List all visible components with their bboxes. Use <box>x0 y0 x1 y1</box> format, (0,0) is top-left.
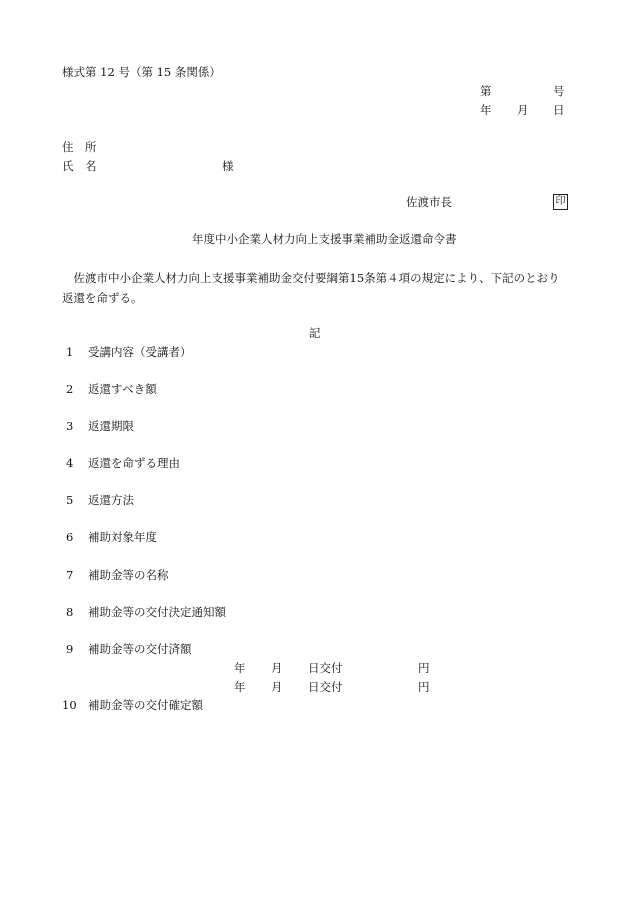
list-item <box>62 604 226 620</box>
item-number: 4 <box>66 456 74 470</box>
item-label: 受講内容（受講者） <box>88 345 192 359</box>
payment-month: 月 <box>271 680 283 694</box>
list-item <box>62 529 157 545</box>
address-label: 住 所 <box>62 140 97 154</box>
honorific: 様 <box>222 159 234 173</box>
list-item <box>62 641 192 657</box>
item-label: 返還期限 <box>88 419 134 433</box>
item-label: 補助金等の交付確定額 <box>88 698 203 712</box>
issuer-title: 佐渡市長 <box>406 195 452 209</box>
payment-year: 年 <box>234 661 246 675</box>
item-number: 7 <box>66 568 74 582</box>
body-paragraph: 佐渡市中小企業人材力向上支援事業補助金交付要綱第15条第４項の規定により、下記のとおり返還を命ずる。 <box>62 271 560 305</box>
list-item <box>62 418 134 434</box>
list-item <box>62 344 192 360</box>
item-label: 補助金等の交付決定通知額 <box>88 605 226 619</box>
seal-mark: 印 <box>553 194 568 210</box>
list-item <box>62 567 169 583</box>
item-number: 6 <box>66 530 74 544</box>
document-title: 年度中小企業人材力向上支援事業補助金返還命令書 <box>192 232 457 246</box>
payment-yen: 円 <box>418 661 430 675</box>
doc-number-prefix: 第 <box>480 84 492 98</box>
ki-heading: 記 <box>309 326 321 340</box>
item-label: 返還すべき額 <box>88 382 157 396</box>
payment-day-delivery: 日交付 <box>308 680 343 694</box>
date-year: 年 <box>480 103 492 117</box>
list-item <box>62 381 157 397</box>
payment-day-delivery: 日交付 <box>308 661 343 675</box>
list-item <box>62 697 203 713</box>
item-number: 9 <box>66 642 74 656</box>
item-number: 8 <box>66 605 74 619</box>
item-number: 10 <box>62 698 77 712</box>
date-day: 日 <box>553 103 565 117</box>
doc-number-suffix: 号 <box>553 84 565 98</box>
list-item <box>62 455 180 471</box>
payment-year: 年 <box>234 680 246 694</box>
item-label: 補助金等の名称 <box>88 568 169 582</box>
list-item <box>62 492 134 508</box>
name-label: 氏 名 <box>62 159 97 173</box>
payment-yen: 円 <box>418 680 430 694</box>
item-number: 1 <box>66 345 74 359</box>
item-label: 返還を命ずる理由 <box>88 456 180 470</box>
item-number: 2 <box>66 382 74 396</box>
date-month: 月 <box>517 103 529 117</box>
item-label: 返還方法 <box>88 493 134 507</box>
item-label: 補助金等の交付済額 <box>88 642 192 656</box>
item-number: 5 <box>66 493 74 507</box>
form-label: 様式第 12 号（第 15 条関係） <box>62 65 221 79</box>
payment-month: 月 <box>271 661 283 675</box>
item-label: 補助対象年度 <box>88 530 157 544</box>
item-number: 3 <box>66 419 74 433</box>
